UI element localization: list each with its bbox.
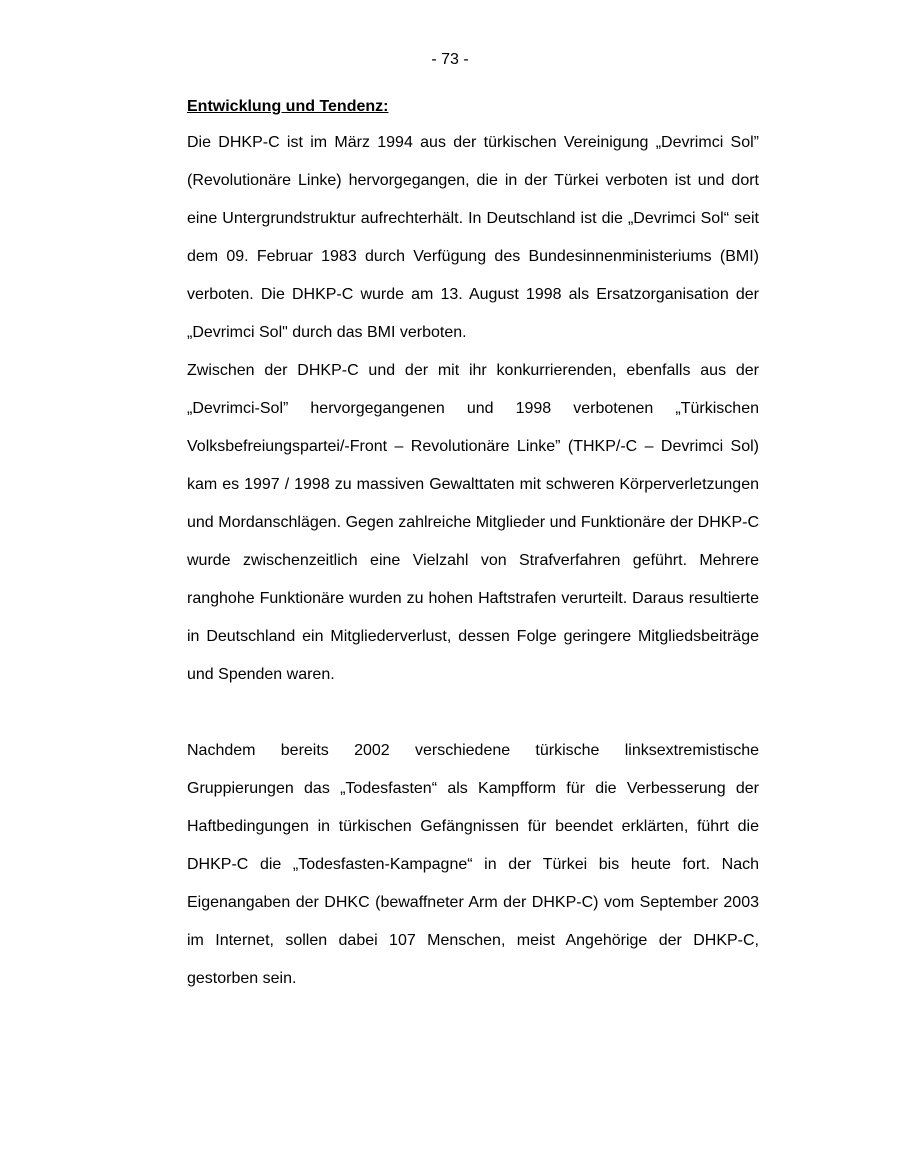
page-number: - 73 - <box>431 51 469 68</box>
section-heading: Entwicklung und Tendenz: <box>187 98 389 115</box>
paragraph-death-fast: Nachdem bereits 2002 verschiedene türkische linksextremistische Gruppierungen das „Todesfasten“ als Kampfform für die Verbesserung der Haftbedingungen in türkischen Gefängnissen für beendet erklärten, führt die DHKP-C die „Todesfasten-Kampagne“ in der Türkei bis heute fort. Nach Eigenangaben der DHKC (bewaffneter Arm der DHKP-C) vom September 2003 im Internet, sollen dabei 107 Menschen, meist Angehörige der DHKP-C, gestorben sein. <box>187 742 759 987</box>
document-body <box>187 97 759 998</box>
paragraph-conflict: Zwischen der DHKP-C und der mit ihr konkurrierenden, ebenfalls aus der „Devrimci-Sol” hervorgegangenen und 1998 verbotenen „Türkischen Volksbefreiungspartei/-Front – Revolutionäre Linke” (THKP/-C – Devrimci Sol) kam es 1997 / 1998 zu massiven Gewalttaten mit schweren Körperverletzungen und Mordanschlägen. Gegen zahlreiche Mitglieder und Funktionäre der DHKP-C wurde zwischenzeitlich eine Vielzahl von Strafverfahren geführt. Mehrere ranghohe Funktionäre wurden zu hohen Haftstrafen verurteilt. Daraus resultierte in Deutschland ein Mitgliederverlust, dessen Folge geringere Mitgliedsbeiträge und Spenden waren. <box>187 362 759 683</box>
paragraph-history: Die DHKP-C ist im März 1994 aus der türkischen Vereinigung „Devrimci Sol” (Revolutionäre Linke) hervorgegangen, die in der Türkei verboten ist und dort eine Untergrundstruktur aufrechterhält. In Deutschland ist die „Devrimci Sol“ seit dem 09. Februar 1983 durch Verfügung des Bundesinnenministeriums (BMI) verboten. Die DHKP-C wurde am 13. August 1998 als Ersatzorganisation der „Devrimci Sol" durch das BMI verboten. <box>187 134 759 341</box>
